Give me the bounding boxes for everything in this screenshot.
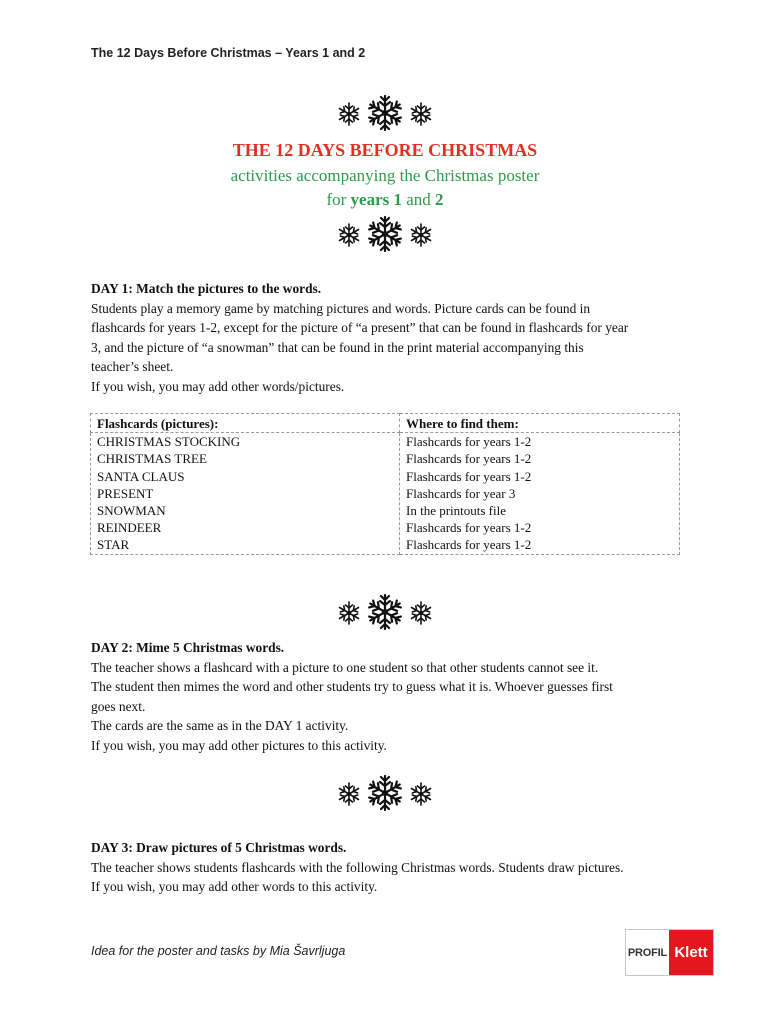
day2-body-line: The teacher shows a flashcard with a picture to one student so that other students cannot see it. [91,659,599,675]
snowflake-icon [410,224,433,246]
snowflake-icon [338,783,361,805]
table-cell: In the printouts file [406,503,507,519]
column-header-where: Where to find them: [400,414,680,433]
snowflake-divider-1 [0,94,770,134]
table-cell: Flashcards for years 1-2 [406,520,532,536]
subtitle-years-1: years 1 [350,190,402,209]
day3-body-line: If you wish, you may add other words to this activity. [91,879,378,894]
day1-body-line: teacher’s sheet. [91,359,174,374]
day1-body-line: 3, and the picture of “a snowman” that can be found in the print material accompanying this [91,339,584,355]
table-cell: SNOWMAN [97,503,166,519]
logo-profil-text: PROFIL [626,930,669,975]
day2-body-line: goes next. [91,698,146,714]
column-header-flashcards: Flashcards (pictures): [91,414,400,433]
table-cell: Flashcards for years 1-2 [406,537,532,553]
flashcards-table [90,413,680,555]
day2-section [91,638,691,755]
day1-body-line: If you wish, you may add other words/pictures. [91,378,345,394]
day1-heading: DAY 1: Match the pictures to the words. [91,281,322,296]
snowflake-divider-2 [0,214,770,254]
snowflake-icon [368,595,402,629]
day3-body-line: The teacher shows students flashcards with the following Christmas words. Students draw pictures. [91,859,624,875]
day2-heading: DAY 2: Mime 5 Christmas words. [91,640,285,655]
table-cell: Flashcards for year 3 [406,485,516,501]
flashcard-name-column [91,433,400,554]
snowflake-icon [410,103,433,125]
snowflake-divider-4 [0,773,770,813]
document-subtitle: activities accompanying the Christmas poster [230,166,540,185]
day2-body-line: The student then mimes the word and other students try to guess what it is. Whoever guesses first [91,679,613,694]
table-cell: STAR [97,537,130,553]
snowflake-divider-3 [0,592,770,632]
footer-credit: Idea for the poster and tasks by Mia Šavrljuga [91,944,346,958]
snowflake-icon [368,96,402,130]
snowflake-icon [368,217,402,251]
document-subtitle-years [0,190,770,210]
snowflake-icon [410,783,433,805]
table-cell: CHRISTMAS STOCKING [97,434,241,450]
running-header: The 12 Days Before Christmas – Years 1 and 2 [91,46,366,60]
table-cell: SANTA CLAUS [97,468,185,484]
table-header-row [91,414,680,433]
day3-heading: DAY 3: Draw pictures of 5 Christmas words. [91,840,347,855]
subtitle-and: and [402,190,436,209]
table-cell: Flashcards for years 1-2 [406,434,532,450]
day2-body-line: The cards are the same as in the DAY 1 activity. [91,718,349,733]
table-cell: REINDEER [97,520,162,536]
day1-body-line: flashcards for years 1-2, except for the picture of “a present” that can be found in flashcards for year [91,320,629,335]
day1-section [91,279,691,396]
day2-body-line: If you wish, you may add other pictures to this activity. [91,737,387,753]
snowflake-icon [338,602,361,624]
table-cell: Flashcards for years 1-2 [406,451,532,467]
table-cell: CHRISTMAS TREE [97,451,207,467]
snowflake-icon [410,602,433,624]
table-cell: Flashcards for years 1-2 [406,468,532,484]
subtitle-prefix: for [326,190,351,209]
document-title: THE 12 DAYS BEFORE CHRISTMAS [232,140,538,160]
table-row [91,433,680,554]
day1-body-line: Students play a memory game by matching pictures and words. Picture cards can be found in [91,300,591,316]
table-cell: PRESENT [97,485,154,501]
snowflake-icon [338,224,361,246]
day3-section [91,838,691,897]
profil-klett-logo [625,929,714,976]
logo-klett-text: Klett [669,930,713,975]
flashcard-location-column [400,433,680,554]
snowflake-icon [338,103,361,125]
subtitle-years-2: 2 [435,190,444,209]
snowflake-icon [368,776,402,810]
